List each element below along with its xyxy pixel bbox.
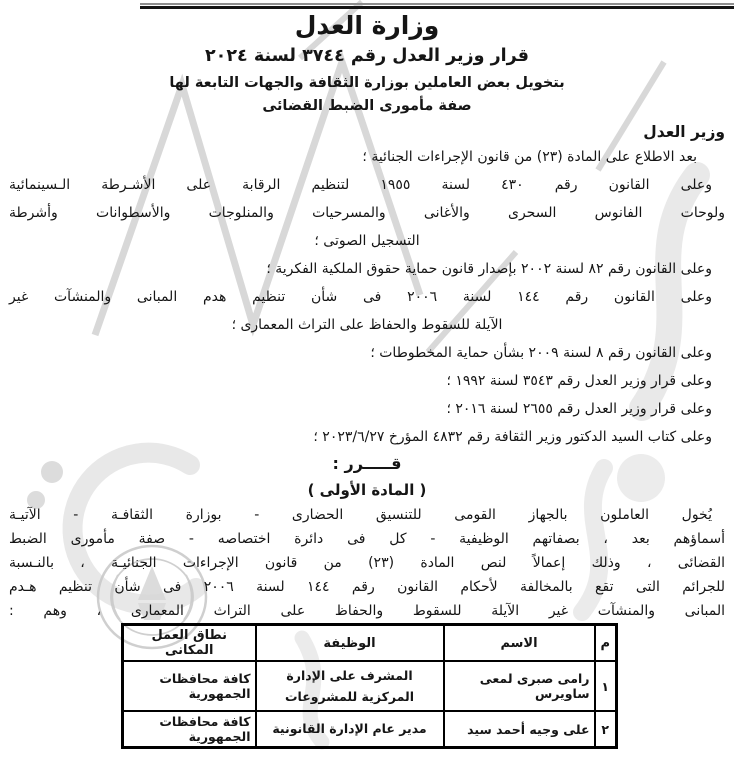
article-line: المبانى والمنشآت غير الآيلة للسقوط والحفاظ على التراث المعمارى ، وهم :: [9, 603, 725, 619]
preamble-line: بعد الاطلاع على المادة (٢٣) من قانون الإجراءات الجنائية ؛: [362, 149, 697, 165]
appointees-table: [121, 623, 618, 749]
preamble-line: ولوحات الفانوس السحرى والأغانى والمسرحيات والمنلوجات والأسطوانات وأشرطة: [9, 205, 725, 221]
decree-number-title: قرار وزير العدل رقم ٣٧٤٤ لسنة ٢٠٢٤: [205, 46, 529, 66]
preamble-line: وعلى قرار وزير العدل رقم ٢٦٥٥ لسنة ٢٠١٦ ؛: [446, 401, 712, 417]
preamble-line: وعلى القانون رقم ١٤٤ لسنة ٢٠٠٦ فى شأن تنظيم هدم المبانى والمنشآت غير: [9, 289, 712, 305]
article-line: للجرائم التى تقع بالمخالفة لأحكام القانون رقم ١٤٤ لسنة ٢٠٠٦ فى شأن تنظيم هـدم: [9, 579, 725, 595]
table-header-scope: نطاق العمل المكانى: [123, 625, 256, 662]
article-line: القضائى ، وذلك إعمالاً لنص المادة (٢٣) من قانون الإجراءات الجنائيـة ، بالنـسبة: [9, 555, 726, 571]
article-line: أسماؤهم بعد ، بصفاتهم الوظيفية - كل فى دائرة اختصاصه - صفة مأمورى الضبط: [9, 531, 725, 547]
table-header-name: الاسم: [444, 625, 595, 662]
appointee-position: مدير عام الإدارة القانونية: [256, 711, 444, 748]
table-header-row: [123, 625, 617, 662]
appointee-name: على وجيه أحمد سيد: [444, 711, 595, 748]
decision-word: قـــــرر :: [332, 454, 402, 473]
appointee-scope: كافة محافظات الجمهورية: [123, 661, 256, 711]
issuing-authority-heading: وزير العدل: [643, 123, 725, 141]
appointee-name: رامى صبرى لمعى ساويرس: [444, 661, 595, 711]
row-number: ٢: [595, 711, 617, 748]
top-rule: [140, 3, 734, 9]
appointee-position: المشرف على الإدارة المركزية للمشروعات: [256, 661, 444, 711]
ministry-title: وزارة العدل: [294, 11, 440, 40]
preamble-line: التسجيل الصوتى ؛: [314, 233, 420, 249]
decree-subject-line-2: صفة مأمورى الضبط القضائى: [262, 98, 472, 114]
article-line: يُخول العاملون بالجهاز القومى للتنسيق الحضارى - بوزارة الثقافـة - الآتيـة: [9, 507, 712, 523]
preamble-line: وعلى القانون رقم ٨٢ لسنة ٢٠٠٢ بإصدار قانون حماية حقوق الملكية الفكرية ؛: [266, 261, 712, 277]
decree-subject-line-1: بتخويل بعض العاملين بوزارة الثقافة والجهات التابعة لها: [169, 75, 565, 91]
top-rule-thick-line: [140, 6, 734, 9]
top-rule-thin-line: [140, 3, 734, 5]
preamble-line: وعلى كتاب السيد الدكتور وزير الثقافة رقم ٤٨٣٢ المؤرخ ٢٠٢٣/٦/٢٧ ؛: [313, 429, 712, 445]
preamble-line: وعلى القانون رقم ٨ لسنة ٢٠٠٩ بشأن حماية المخطوطات ؛: [370, 345, 712, 361]
appointee-scope: كافة محافظات الجمهورية: [123, 711, 256, 748]
preamble-line: وعلى القانون رقم ٤٣٠ لسنة ١٩٥٥ لتنظيم الرقابة على الأشـرطة الـسينمائية: [9, 177, 713, 193]
preamble-line: الآيلة للسقوط والحفاظ على التراث المعمارى ؛: [231, 317, 503, 333]
table-header-no: م: [595, 625, 617, 662]
table-row: [123, 661, 617, 711]
preamble-line: وعلى قرار وزير العدل رقم ٣٥٤٣ لسنة ١٩٩٢ ؛: [446, 373, 712, 389]
table-header-position: الوظيفة: [256, 625, 444, 662]
table-row: [123, 711, 617, 748]
row-number: ١: [595, 661, 617, 711]
article-one-heading: ( المادة الأولى ): [307, 481, 427, 499]
